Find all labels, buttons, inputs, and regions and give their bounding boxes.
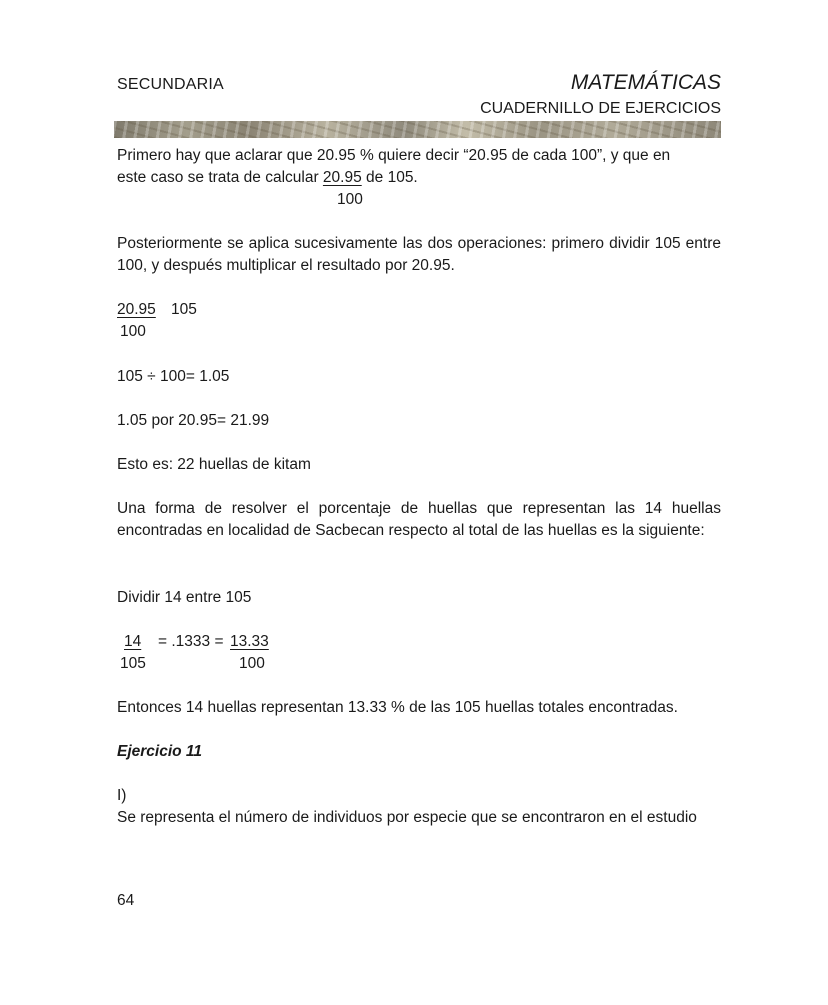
header-level: SECUNDARIA [117,76,224,93]
paragraph-1-text-post: de 105. [361,169,418,186]
fraction-1-denominator: 100 [120,323,146,340]
fraction-2-denominator: 105 [120,655,146,672]
paragraph-2: Posteriormente se aplica sucesivamente las dos operaciones: primero dividir 105 entre 100, y después multiplicar el resultado por 20.95. [117,235,721,274]
paragraph-1-line-1: Primero hay que aclarar que 20.95 % quiere decir “20.95 de cada 100”, y que en [117,147,671,164]
result-statement-2: Entonces 14 huellas representan 13.33 % de las 105 huellas totales encontradas. [117,699,678,716]
header-booklet: CUADERNILLO DE EJERCICIOS [480,100,721,117]
equation-multiplication: 1.05 por 20.95= 21.99 [117,412,270,429]
header-subject: MATEMÁTICAS [570,71,721,94]
exercise-title: Ejercicio 11 [117,743,203,760]
paragraph-4: Se representa el número de individuos por especie que se encontraron en el estudio [117,809,697,826]
fraction-numerator: 20.95 [322,169,362,186]
fraction-denominator: 100 [337,191,363,208]
header-decorative-band [114,121,721,138]
fraction-1-factor: 105 [171,301,197,318]
fraction-2-numerator: 14 [124,633,142,650]
fraction-3-numerator: 13.33 [230,633,269,650]
paragraph-1-text-pre: este caso se trata de calcular [117,169,323,186]
page-number: 64 [117,892,135,909]
equation-division: 105 ÷ 100= 1.05 [117,368,230,385]
result-statement-1: Esto es: 22 huellas de kitam [117,456,311,473]
paragraph-3: Una forma de resolver el porcentaje de huellas que representan las 14 huellas encontradas en localidad de Sacbecan respecto al total de las huellas es la siguiente: [117,500,721,539]
division-step: Dividir 14 entre 105 [117,589,252,606]
item-roman-numeral: I) [117,787,127,804]
paragraph-1-line-2 [117,167,418,189]
fraction-1-numerator: 20.95 [117,301,156,318]
fraction-equals-decimal: = .1333 = [158,633,224,650]
fraction-3-denominator: 100 [239,655,265,672]
